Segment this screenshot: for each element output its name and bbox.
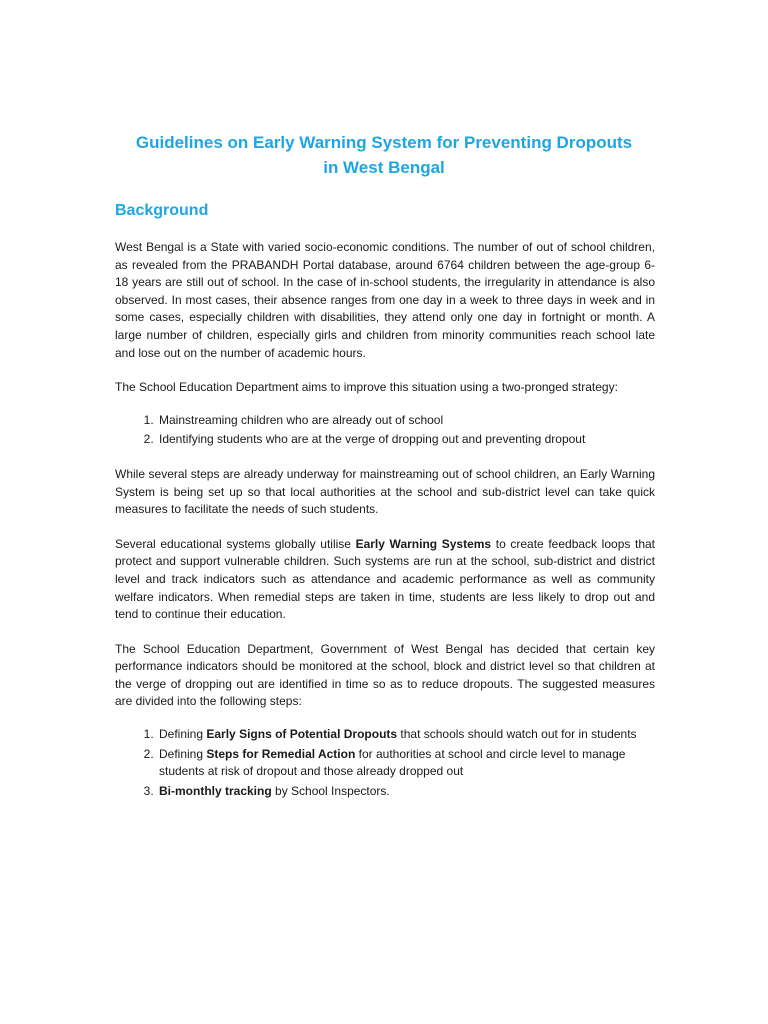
section-heading: Background (115, 202, 209, 219)
text-run: for authorities at school and circle level to manage students at risk of dropout and those already dropped out (159, 746, 626, 779)
list-item: 1. Mainstreaming children who are already out of school (157, 412, 655, 430)
bold-text: Steps for Remedial Action (206, 746, 356, 761)
paragraph-3: While several steps are already underway for mainstreaming out of school children, an Early Warning System is being set up so that local authorities at the school and sub-district level can take quick measures to facilitate the needs of such students. (115, 466, 655, 517)
bold-text: Early Signs of Potential Dropouts (206, 727, 398, 742)
bold-text: Bi-monthly tracking (159, 783, 272, 798)
text-run: by School Inspectors. (271, 783, 390, 798)
paragraph-2: The School Education Department aims to improve this situation using a two-pronged strategy: (115, 380, 618, 395)
text-run: Several educational systems globally utilise (115, 536, 356, 551)
list-item (157, 726, 655, 744)
list-item (157, 746, 655, 781)
title-line-1: Guidelines on Early Warning System for Preventing Dropouts (135, 133, 633, 152)
paragraph-4 (115, 536, 655, 624)
document-title (100, 130, 668, 180)
bold-text: Early Warning Systems (355, 536, 492, 551)
document-body (115, 239, 655, 817)
text-run: to create feedback loops that protect and support vulnerable children. Such systems are run at the school, sub-district and district level and track indicators such as attendance and academic performance as well as community welfare indicators. When remedial steps are taken in time, students are less likely to drop out and tend to continue their education. (115, 536, 656, 622)
strategy-list (115, 412, 655, 449)
list-item (157, 783, 655, 801)
title-line-2: in West Bengal (323, 158, 445, 177)
text-run: that schools should watch out for in students (397, 727, 637, 742)
text-run: Defining (159, 746, 207, 761)
paragraph-5: The School Education Department, Government of West Bengal has decided that certain key performance indicators should be monitored at the school, block and district level so that children at the verge of dropping out are identified in time so as to reduce dropouts. The suggested measures are divided into the following steps: (115, 641, 655, 709)
steps-list (115, 726, 655, 800)
text-run: Defining (159, 727, 207, 742)
paragraph-1: West Bengal is a State with varied socio-economic conditions. The number of out of school children, as revealed from the PRABANDH Portal database, around 6764 children between the age-group 6-18 years are still out of school. In the case of in-school students, the irregularity in attendance is also observed. In most cases, their absence ranges from one day in a week to three days in week and in some cases, especially children with disabilities, they attend only one day in fortnight or month. A large number of children, especially girls and children from minority communities reach school late and lose out on the number of academic hours. (115, 240, 655, 360)
list-item: 2. Identifying students who are at the verge of dropping out and preventing dropout (157, 431, 655, 449)
